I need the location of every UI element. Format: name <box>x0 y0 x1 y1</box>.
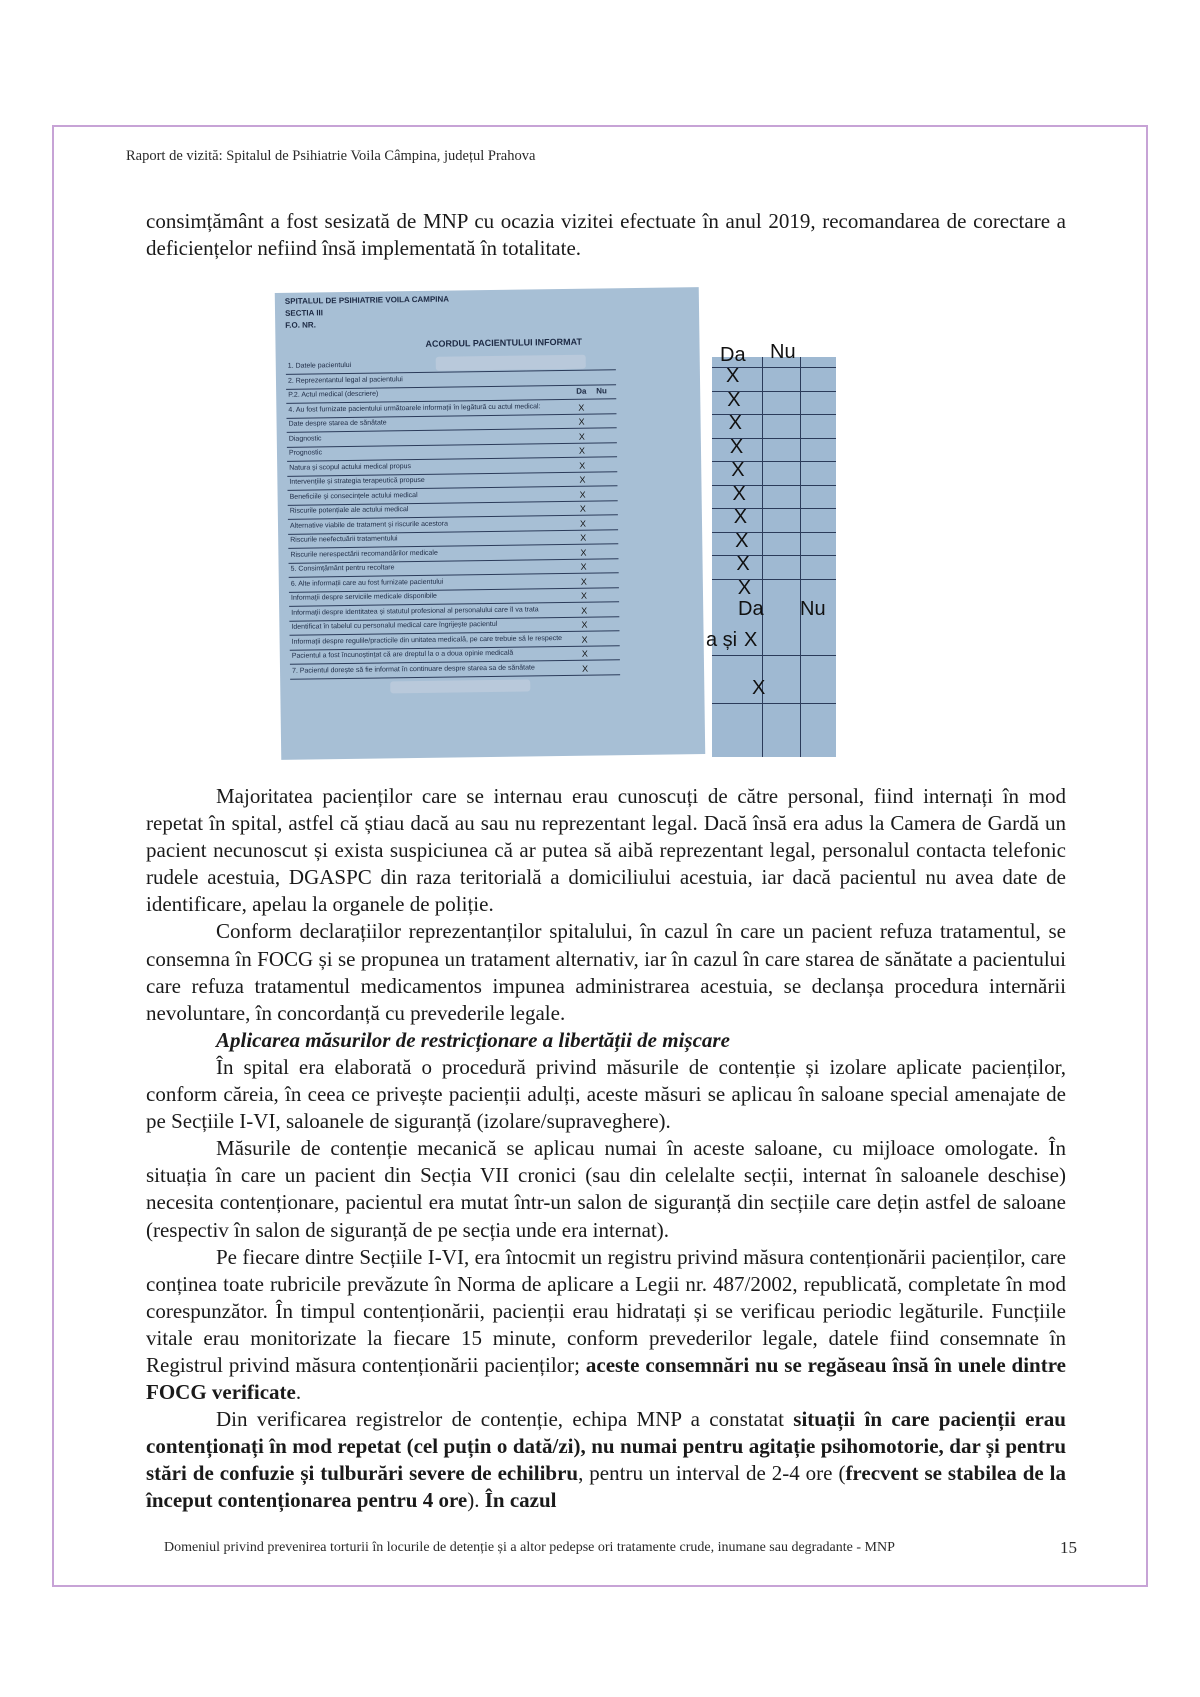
form-row-label: Natura și scopul actului medical propus <box>289 462 412 472</box>
running-footer: Domeniul privind prevenirea torturii în locurile de detenție și a altor pedepse ori tratamente crude, inumane sau degradante - MNP <box>164 1540 895 1555</box>
form-row-label: 2. Reprezentantul legal al pacientului <box>287 375 403 385</box>
form-row-line <box>289 587 619 593</box>
page-number: 15 <box>1060 1538 1077 1557</box>
zoom-x-mark: X <box>728 412 742 434</box>
intro-paragraph: consimțământ a fost sesizată de MNP cu ocazia vizitei efectuate în anul 2019, recomandarea de corectare a deficiențelor nefiind însă implementată în totalitate. <box>146 209 1066 260</box>
form-row-mark: X <box>578 416 585 427</box>
form-row-mark: X <box>581 605 588 616</box>
form-row-label: 4. Au fost furnizate pacientului următoarele informații în legătură cu actul medical: <box>288 402 541 414</box>
zoom-row-line <box>712 508 836 509</box>
zoom-x-mark: X <box>752 677 766 699</box>
zoom-nu-header-2: Nu <box>800 598 826 620</box>
zoom-column-line <box>800 357 801 757</box>
form-row-line <box>289 572 619 578</box>
form-row-mark: X <box>578 431 585 442</box>
form-row-mark: X <box>581 619 588 630</box>
zoom-x-mark: X <box>729 435 744 458</box>
paragraph-3: În spital era elaborată o procedură privind măsurile de contenție și izolare aplicate pacienților, conform căreia, în ceea ce privește pacienții adulți, aceste măsuri se aplicau în saloane special amenajate de pe Secțiile I-VI, saloanele de siguranță (izolare/supraveghere). <box>146 1054 1066 1134</box>
paragraph-6-bold: situații în care pacienții erau contenționați în mod repetat (cel puțin o dată/zi), nu numai pentru agitație psihomotorie, dar și pentru stări de confuzie și tulburări severe de echilibru <box>146 1407 1066 1486</box>
zoom-row-line <box>712 485 836 486</box>
paragraph-5-bold: aceste consemnări nu se regăseau însă în unele dintre FOCG verificate <box>146 1352 1066 1405</box>
paragraph-6 <box>146 1406 1066 1514</box>
form-row-label: Informații despre identitatea și statutul profesional al personalului care îl va trata <box>291 605 539 617</box>
zoom-x-mark: X <box>736 553 750 575</box>
form-row-line <box>287 442 617 448</box>
zoom-x-mark: X <box>732 482 746 505</box>
form-row-mark: X <box>580 547 587 558</box>
form-row-mark: X <box>580 576 587 587</box>
form-row-label: Prognostic <box>288 449 323 457</box>
zoom-x-mark: X <box>727 388 741 411</box>
paragraph-6-text-3: ). <box>467 1488 485 1513</box>
paragraph-6-text: Din verificarea registrelor de contenție, echipa MNP a constatat <box>216 1407 794 1432</box>
zoom-x-mark: X <box>726 365 740 387</box>
form-row-mark: X <box>579 474 586 485</box>
form-row-label: P.2. Actul medical (descriere) <box>288 390 379 399</box>
form-nu-header: Nu <box>596 386 607 396</box>
zoom-row-line <box>712 555 836 556</box>
consent-form-photo <box>275 287 705 760</box>
redacted-signature <box>390 679 530 693</box>
form-row-label: Intervențiile și strategia terapeutică propuse <box>289 476 425 486</box>
form-row-line <box>287 456 617 462</box>
redacted-name <box>436 355 586 371</box>
zoom-x-mark: X <box>733 506 748 528</box>
form-hospital: SPITALUL DE PSIHIATRIE VOILA CAMPINA <box>284 294 450 306</box>
form-row-line <box>288 500 618 506</box>
section-heading: Aplicarea măsurilor de restricționare a libertății de mișcare <box>216 1027 730 1052</box>
paragraph-5 <box>146 1244 1066 1407</box>
form-row-line <box>288 529 618 535</box>
paragraph-6-bold-2: frecvent se stabilea de la început contenționarea pentru 4 ore <box>146 1461 1066 1513</box>
zoom-x-mark: X <box>731 459 745 481</box>
form-row-label: 5. Consimțământ pentru recoltare <box>290 564 395 573</box>
form-row-mark: X <box>581 648 588 659</box>
paragraph-1: Majoritatea pacienților care se internau erau cunoscuți de către personal, fiind internați în mod repetat în spital, astfel că știau dacă au sau nu reprezentant legal. Dacă însă era adus la Camera de Gardă un pacient necunoscut și exista suspiciunea că ar putea să aibă reprezentant legal, personalul contacta telefonic rudele acestuia, DGASPC din raza teritorială a domiciliului acestuia, iar dacă pacientul nu avea date de identificare, apelau la organele de poliție. <box>146 784 1066 917</box>
form-row-line <box>290 630 620 636</box>
paragraph-5-text: Pe fiecare dintre Secțiile I-VI, era întocmit un registru privind măsura contenționării pacienților, care conținea toate rubricile prevăzute în Norma de aplicare a Legii nr. 487/2002, republicată, completate în mod corespunzător. În timpul contenționării, pacienții erau hidratați și se verificau periodic legăturile. Funcțiile vitale erau monitorizate la fiecare 15 minute, conform prevederilor legale, datele fiind consemnate în Registrul privind măsura contenționării pacienților; <box>146 1244 1066 1377</box>
form-row-mark: X <box>581 663 589 674</box>
form-row-label: 7. Pacientul dorește să fie informat în continuare despre starea sa de sănătate <box>291 663 535 675</box>
form-row-mark: X <box>578 445 586 456</box>
form-row-mark: X <box>580 532 587 543</box>
form-row-mark: X <box>579 489 586 500</box>
form-row-line <box>290 659 620 665</box>
form-row-label: Diagnostic <box>288 434 322 443</box>
form-row-label: 1. Datele pacientului <box>287 361 352 370</box>
zoom-row-line <box>712 703 836 704</box>
running-header: Raport de vizită: Spitalul de Psihiatrie Voila Câmpina, județul Prahova <box>126 148 536 164</box>
zoom-x-mark: X <box>744 629 758 651</box>
form-row-line <box>286 413 616 419</box>
form-row-label: Informații despre regulile/practicile din unitatea medicală, pe care trebuie să le respecte <box>291 634 563 646</box>
form-row-line <box>289 601 619 607</box>
form-da-header: Da <box>576 386 587 396</box>
zoom-row-line <box>712 532 836 533</box>
form-row-label: Date despre starea de sănătate <box>288 419 387 428</box>
form-row-line <box>290 674 620 680</box>
form-row-line <box>290 645 620 651</box>
consent-form-zoom-photo <box>706 341 836 757</box>
form-row-label: 6. Alte informații care au fost furnizate pacientului <box>290 578 444 588</box>
zoom-row-line <box>712 579 836 580</box>
form-title: ACORDUL PACIENTULUI INFORMAT <box>425 336 583 349</box>
form-row-line <box>288 514 618 520</box>
form-row-mark: X <box>581 634 588 645</box>
form-row-label: Riscurile nerespectării recomandărilor medicale <box>290 549 438 559</box>
form-row-mark: X <box>579 460 586 471</box>
form-section: SECTIA III <box>284 308 324 318</box>
form-row-label: Alternative viabile de tratament și riscurile acestora <box>289 520 449 530</box>
form-row-line <box>287 427 617 433</box>
form-row-label: Identificat în tabelul cu personalul medical care îngrijește pacientul <box>291 620 498 631</box>
form-row-mark: X <box>578 402 585 413</box>
paragraph-4: Măsurile de contenție mecanică se aplicau numai în aceste saloane, cu mijloace omologate. În situația în care un pacient din Secția VII cronici (sau din celelalte secții, internat în saloanele deschise) necesita contenționare, pacientul era mutat într-un salon de siguranță din secțiile care dețin astfel de saloane (respectiv în salon de siguranță de pe secția unde era internat). <box>146 1136 1066 1242</box>
form-row-label: Beneficiile și consecințele actului medical <box>289 491 418 501</box>
form-fo: F.O. NR. <box>285 320 316 330</box>
form-row-mark: X <box>579 503 586 514</box>
form-row-line <box>287 471 617 477</box>
zoom-row-line <box>712 655 836 656</box>
form-row-line <box>289 616 619 622</box>
paragraph-5-end: . <box>295 1380 302 1405</box>
form-row-mark: X <box>580 561 587 572</box>
zoom-nu-header: Nu <box>770 341 796 363</box>
form-row-line <box>288 485 618 491</box>
form-row-line <box>286 384 616 390</box>
zoom-fragment-text: a și <box>706 629 738 651</box>
form-row-line <box>286 398 616 404</box>
form-row-label: Riscurile potențiale ale actului medical <box>289 506 409 515</box>
form-row-label: Pacientul a fost încunoștințat că are dreptul la o a doua opinie medicală <box>291 649 514 660</box>
zoom-da-header-2: Da <box>738 598 764 620</box>
zoom-x-mark: X <box>735 529 749 552</box>
form-row-label: Informații despre serviciile medicale disponibile <box>290 592 437 602</box>
paragraph-2: Conform declarațiilor reprezentanților spitalului, în cazul în care un pacient refuza tratamentul, se consemna în FOCG și se propunea un tratament alternativ, iar în cazul în care starea de sănătate a pacientului care refuza tratamentul medicamentos impunea administrarea acestuia, se declanșa procedura internării nevoluntare, în concordanță cu prevederile legale. <box>146 919 1066 1025</box>
paragraph-6-text-2: , pentru un interval de 2-4 ore ( <box>578 1461 846 1486</box>
form-row-label: Riscurile neefectuării tratamentului <box>290 535 398 544</box>
zoom-da-header: Da <box>720 344 746 366</box>
form-row-mark: X <box>580 590 588 601</box>
form-row-line <box>289 558 619 564</box>
paragraph-6-bold-3: În cazul <box>484 1488 557 1513</box>
form-row-mark: X <box>579 518 587 529</box>
form-row-line <box>288 543 618 549</box>
zoom-x-mark: X <box>737 576 752 599</box>
body-text <box>146 783 1066 1515</box>
